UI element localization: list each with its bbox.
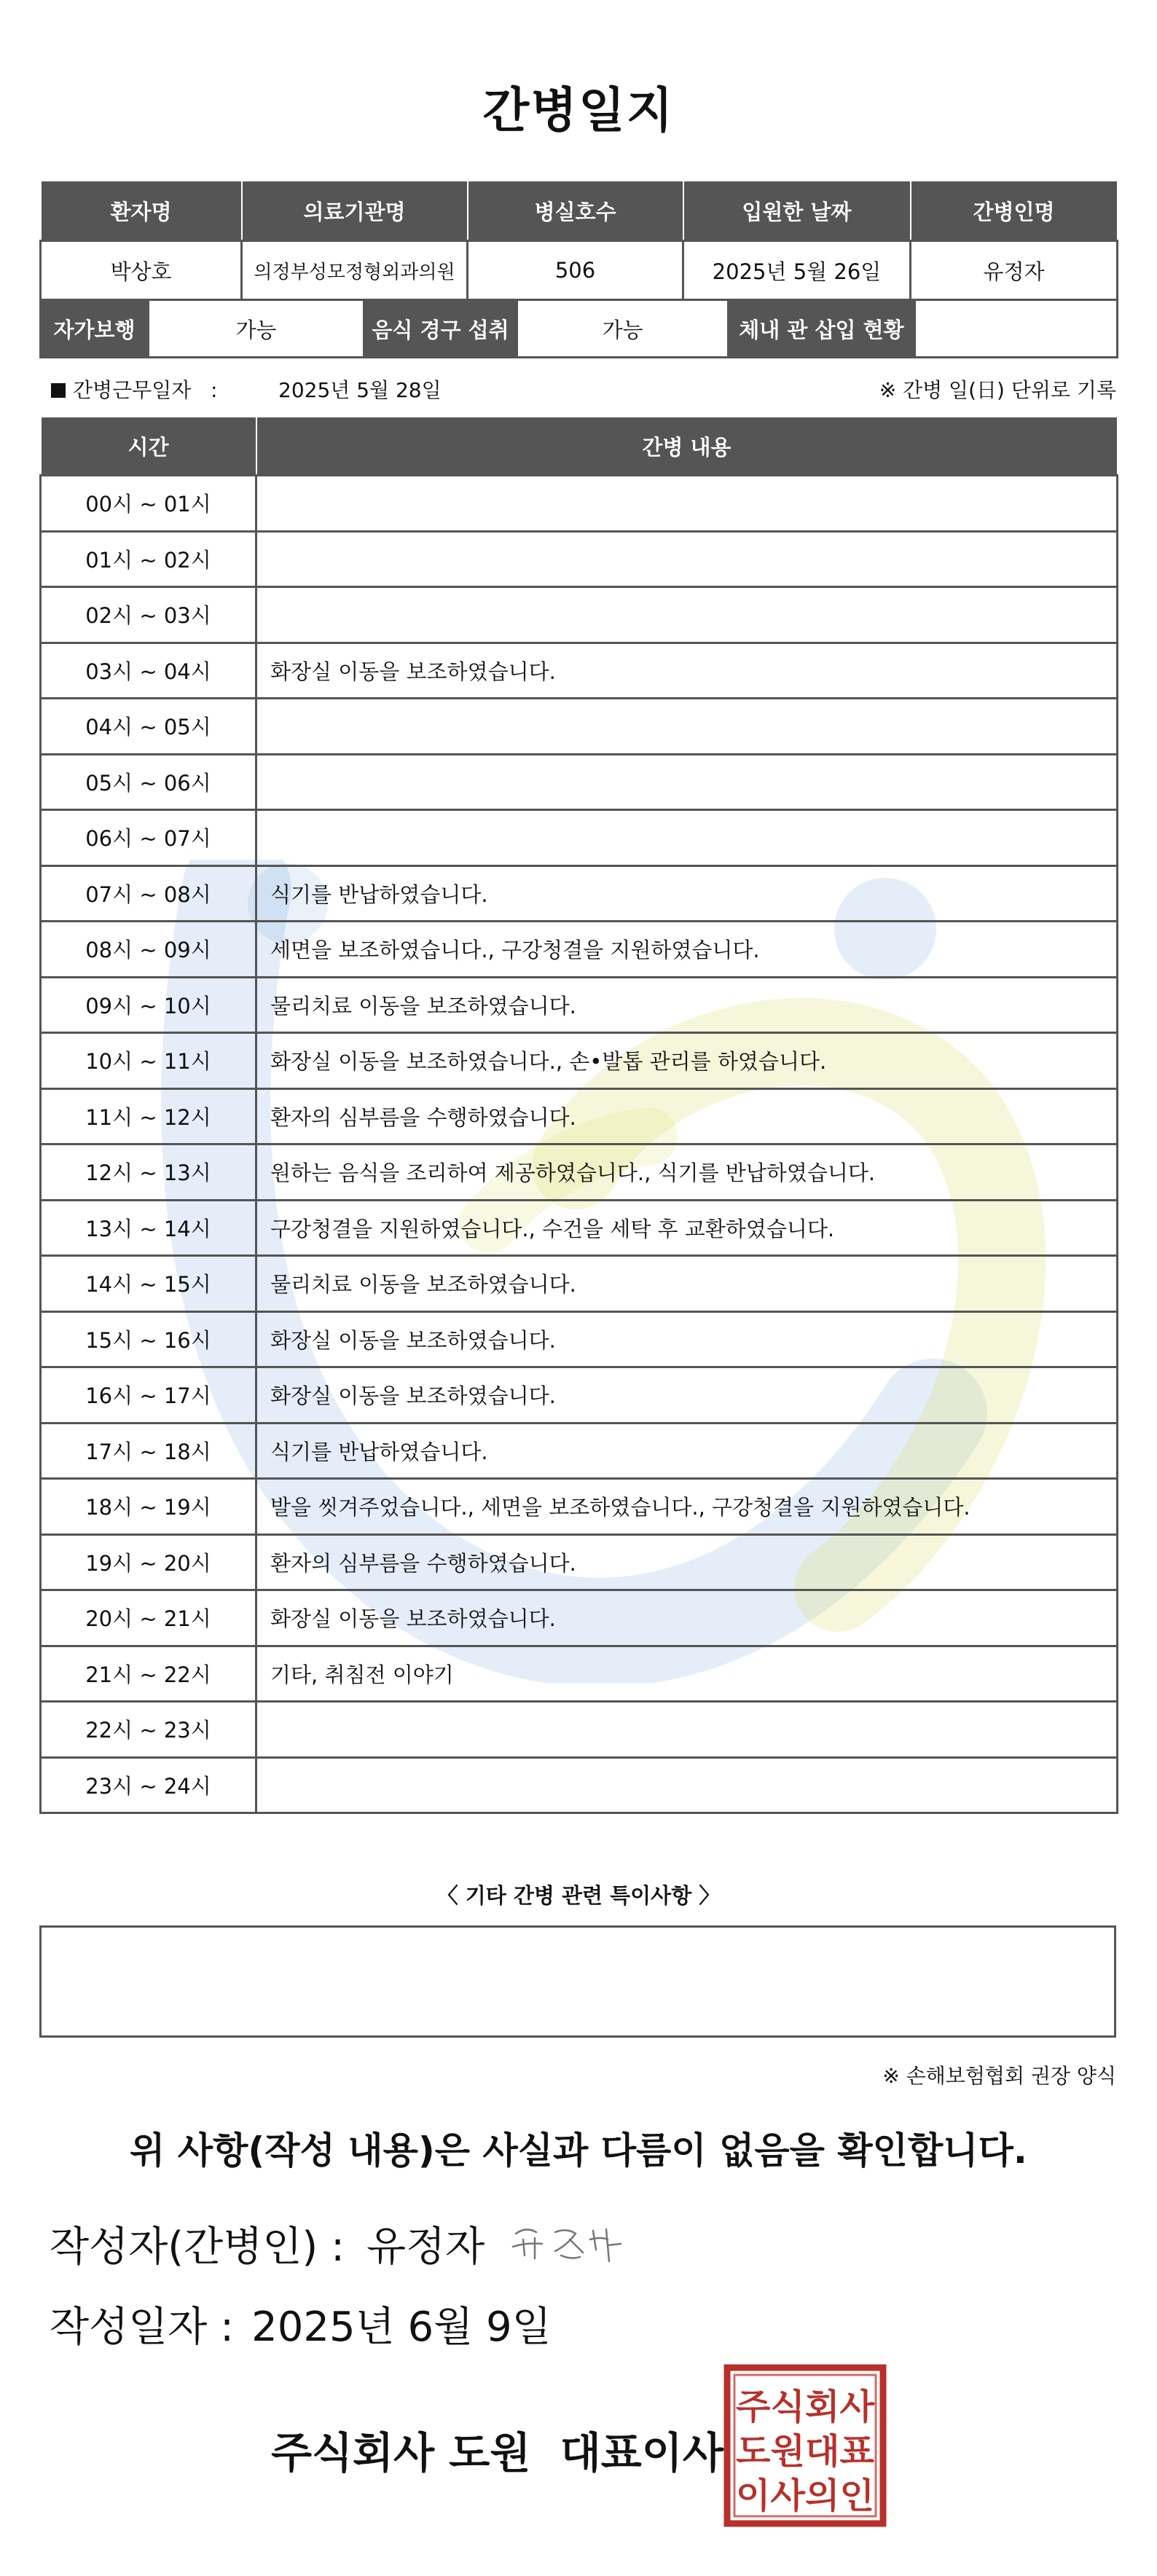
time-slot: 00시 ~ 01시 bbox=[41, 476, 256, 532]
time-column-header: 시간 bbox=[41, 417, 256, 476]
time-slot: 04시 ~ 05시 bbox=[41, 699, 256, 755]
author-line bbox=[50, 2215, 485, 2273]
self-walk-label: 자가보행 bbox=[41, 300, 149, 358]
time-slot: 17시 ~ 18시 bbox=[41, 1423, 256, 1479]
care-log-table bbox=[39, 416, 1118, 1814]
admission-date-header: 입원한 날짜 bbox=[683, 181, 911, 241]
care-content: 화장실 이동을 보조하였습니다. bbox=[256, 1590, 1118, 1646]
form-source-note: ※ 손해보험협회 권장 양식 bbox=[882, 2064, 1116, 2088]
care-content: 화장실 이동을 보조하였습니다. bbox=[256, 1311, 1118, 1367]
care-log-row bbox=[41, 1646, 1118, 1702]
care-content: 환자의 심부름을 수행하였습니다. bbox=[256, 1088, 1118, 1144]
care-content: 화장실 이동을 보조하였습니다., 손•발톱 관리를 하였습니다. bbox=[256, 1033, 1118, 1089]
svg-text:이사의인: 이사의인 bbox=[736, 2475, 874, 2516]
care-log-row bbox=[41, 1256, 1118, 1312]
time-slot: 13시 ~ 14시 bbox=[41, 1200, 256, 1256]
hospital-name-value: 의정부성모정형외과의원 bbox=[242, 241, 468, 300]
time-slot: 21시 ~ 22시 bbox=[41, 1646, 256, 1702]
oral-intake-label: 음식 경구 섭취 bbox=[364, 300, 517, 358]
time-slot: 14시 ~ 15시 bbox=[41, 1256, 256, 1312]
care-log-row bbox=[41, 1033, 1118, 1089]
time-slot: 15시 ~ 16시 bbox=[41, 1311, 256, 1367]
time-slot: 18시 ~ 19시 bbox=[41, 1479, 256, 1535]
time-slot: 22시 ~ 23시 bbox=[41, 1702, 256, 1758]
svg-text:도원대표: 도원대표 bbox=[736, 2431, 875, 2472]
care-content bbox=[256, 810, 1118, 866]
time-slot: 02시 ~ 03시 bbox=[41, 587, 256, 643]
care-log-row bbox=[41, 1590, 1118, 1646]
care-log-row bbox=[41, 1311, 1118, 1367]
author-label: 작성자(간병인) : bbox=[50, 2223, 345, 2271]
tube-status-value bbox=[915, 300, 1118, 358]
care-content: 원하는 음식을 조리하여 제공하였습니다., 식기를 반납하였습니다. bbox=[256, 1144, 1118, 1201]
confirmation-statement: 위 사항(작성 내용)은 사실과 다름이 없음을 확인합니다. bbox=[130, 2129, 1027, 2172]
time-slot: 05시 ~ 06시 bbox=[41, 754, 256, 810]
care-log-row bbox=[41, 476, 1118, 532]
care-content: 세면을 보조하였습니다., 구강청결을 지원하였습니다. bbox=[256, 922, 1118, 978]
care-content: 식기를 반납하였습니다. bbox=[256, 1423, 1118, 1479]
special-notes-box bbox=[39, 1925, 1116, 2038]
care-content bbox=[256, 1757, 1118, 1813]
care-log-row bbox=[41, 922, 1118, 978]
oral-intake-value: 가능 bbox=[517, 300, 729, 358]
care-content: 환자의 심부름을 수행하였습니다. bbox=[256, 1534, 1118, 1590]
care-log-row bbox=[41, 1144, 1118, 1201]
care-content bbox=[256, 587, 1118, 643]
svg-text:주식회사: 주식회사 bbox=[736, 2387, 875, 2427]
care-log-row bbox=[41, 865, 1118, 922]
admission-date-value: 2025년 5월 26일 bbox=[683, 241, 911, 300]
document-title: 간병일지 bbox=[482, 82, 675, 138]
content-column-header: 간병 내용 bbox=[256, 417, 1118, 476]
care-content bbox=[256, 754, 1118, 810]
time-slot: 19시 ~ 20시 bbox=[41, 1534, 256, 1590]
care-log-body bbox=[41, 476, 1118, 1813]
care-content: 물리치료 이동을 보조하였습니다. bbox=[256, 977, 1118, 1033]
time-slot: 06시 ~ 07시 bbox=[41, 810, 256, 866]
patient-name-header: 환자명 bbox=[41, 181, 242, 241]
care-log-row bbox=[41, 531, 1118, 587]
square-bullet-icon bbox=[51, 383, 66, 398]
daily-record-note: ※ 간병 일(日) 단위로 기록 bbox=[879, 378, 1116, 402]
care-log-row bbox=[41, 1479, 1118, 1535]
self-walk-value: 가능 bbox=[149, 300, 364, 358]
time-slot: 12시 ~ 13시 bbox=[41, 1144, 256, 1201]
care-log-row bbox=[41, 643, 1118, 699]
care-log-row bbox=[41, 699, 1118, 755]
care-content: 화장실 이동을 보조하였습니다. bbox=[256, 643, 1118, 699]
care-content: 화장실 이동을 보조하였습니다. bbox=[256, 1367, 1118, 1424]
care-content bbox=[256, 1702, 1118, 1758]
care-content: 물리치료 이동을 보조하였습니다. bbox=[256, 1256, 1118, 1312]
care-content: 구강청결을 지원하였습니다., 수건을 세탁 후 교환하였습니다. bbox=[256, 1200, 1118, 1256]
time-slot: 09시 ~ 10시 bbox=[41, 977, 256, 1033]
care-log-row bbox=[41, 810, 1118, 866]
duty-date-label: 간병근무일자 : bbox=[73, 378, 218, 402]
written-date-label: 작성일자 : bbox=[50, 2304, 235, 2351]
patient-name-value: 박상호 bbox=[41, 241, 242, 300]
company-representative: 주식회사 도원 대표이사 bbox=[271, 2428, 723, 2478]
care-content: 기타, 취침전 이야기 bbox=[256, 1646, 1118, 1702]
caregiver-name-header: 간병인명 bbox=[911, 181, 1118, 241]
care-log-row bbox=[41, 1702, 1118, 1758]
room-number-value: 506 bbox=[468, 241, 683, 300]
caregiver-name-value: 유정자 bbox=[911, 241, 1118, 300]
time-slot: 01시 ~ 02시 bbox=[41, 531, 256, 587]
care-content: 식기를 반납하였습니다. bbox=[256, 865, 1118, 922]
care-log-row bbox=[41, 977, 1118, 1033]
author-name: 유정자 bbox=[366, 2223, 485, 2271]
duty-date-value: 2025년 5월 28일 bbox=[278, 378, 442, 402]
patient-status-table bbox=[39, 299, 1118, 358]
patient-info-table bbox=[39, 180, 1118, 301]
time-slot: 20시 ~ 21시 bbox=[41, 1590, 256, 1646]
care-content: 발을 씻겨주었습니다., 세면을 보조하였습니다., 구강청결을 지원하였습니다. bbox=[256, 1479, 1118, 1535]
written-date-line bbox=[50, 2295, 552, 2353]
duty-date-row bbox=[39, 370, 1116, 407]
company-seal-stamp bbox=[723, 2363, 887, 2528]
care-content bbox=[256, 699, 1118, 755]
care-log-row bbox=[41, 587, 1118, 643]
care-content bbox=[256, 531, 1118, 587]
room-number-header: 병실호수 bbox=[468, 181, 683, 241]
time-slot: 23시 ~ 24시 bbox=[41, 1757, 256, 1813]
care-log-row bbox=[41, 754, 1118, 810]
care-log-row bbox=[41, 1757, 1118, 1813]
time-slot: 03시 ~ 04시 bbox=[41, 643, 256, 699]
care-log-row bbox=[41, 1423, 1118, 1479]
care-log-row bbox=[41, 1200, 1118, 1256]
care-content bbox=[256, 476, 1118, 532]
handwritten-signature bbox=[510, 2218, 634, 2269]
written-date-value: 2025년 6월 9일 bbox=[251, 2304, 552, 2351]
time-slot: 11시 ~ 12시 bbox=[41, 1088, 256, 1144]
care-log-row bbox=[41, 1534, 1118, 1590]
time-slot: 16시 ~ 17시 bbox=[41, 1367, 256, 1424]
duty-date-label-group bbox=[51, 374, 442, 404]
time-slot: 08시 ~ 09시 bbox=[41, 922, 256, 978]
time-slot: 07시 ~ 08시 bbox=[41, 865, 256, 922]
special-notes-title: 〈 기타 간병 관련 특이사항 〉 bbox=[436, 1883, 721, 1908]
care-log-row bbox=[41, 1088, 1118, 1144]
tube-status-label: 체내 관 삽입 현황 bbox=[729, 300, 915, 358]
time-slot: 10시 ~ 11시 bbox=[41, 1033, 256, 1089]
hospital-name-header: 의료기관명 bbox=[242, 181, 468, 241]
care-log-row bbox=[41, 1367, 1118, 1424]
